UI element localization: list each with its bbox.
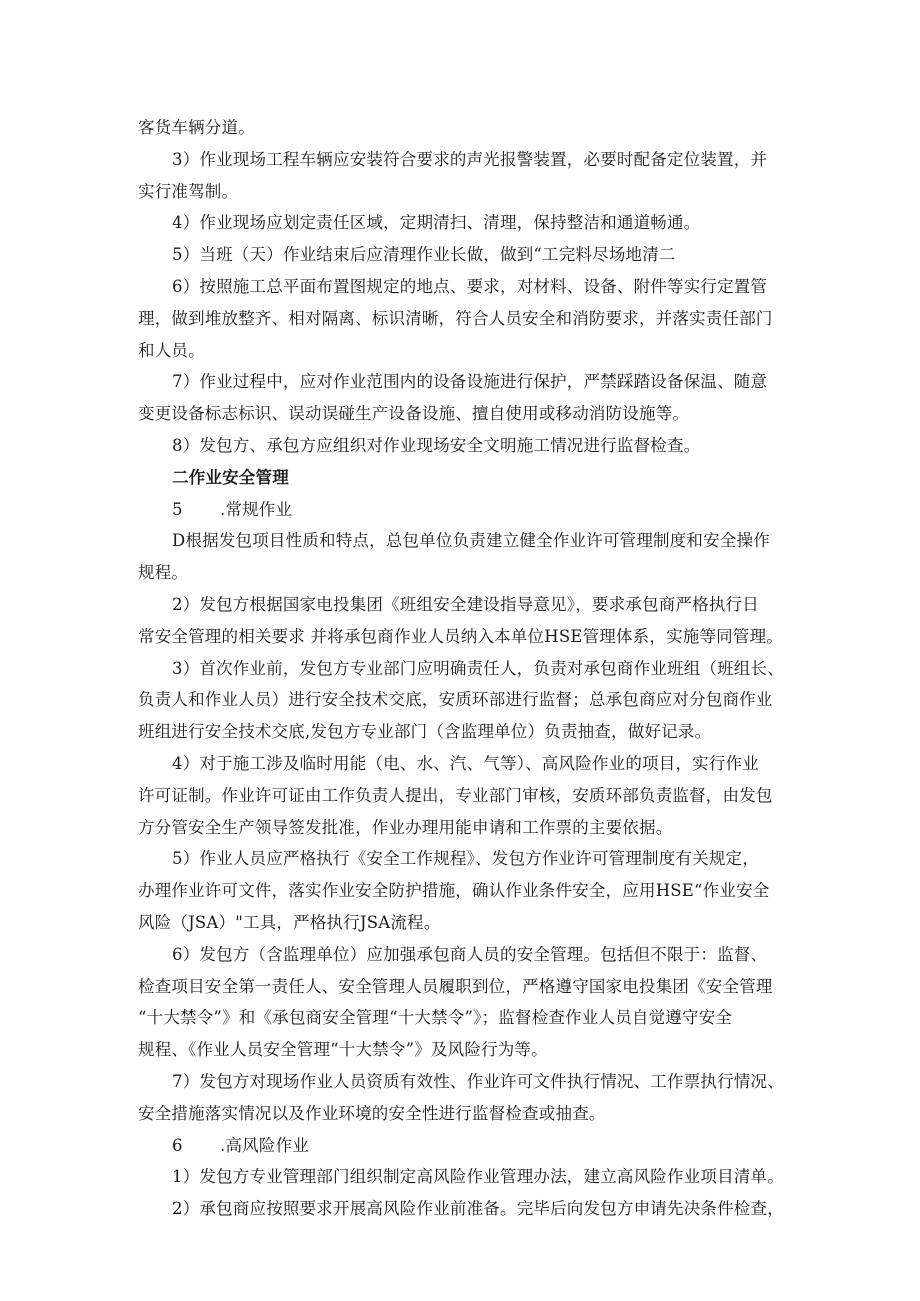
text-line: 许可证制。作业许可证由工作负责人提出，专业部门审核，安质环部负责监督，由发包 — [138, 785, 773, 805]
text-line: 检查项目安全第一责任人、安全管理人员履职到位，严格遵守国家电投集团《安全管理 — [138, 976, 773, 996]
subsection-title: .常规作业 — [220, 499, 293, 519]
text-line: 4）作业现场应划定责任区域，定期清扫、清理，保持整洁和通道畅通。 — [172, 213, 701, 233]
text-line: 5）作业人员应严格执行《安全工作规程》、发包方作业许可管理制度有关规定， — [172, 849, 759, 869]
text-line: 7）发包方对现场作业人员资质有效性、作业许可文件执行情况、工作票执行情况、 — [172, 1071, 784, 1091]
text-line: 5）当班（天）作业结束后应清理作业长做，做到“工完料尽场地清二 — [172, 245, 676, 265]
subsection-heading — [138, 494, 788, 526]
text-line: 实行准驾制。 — [138, 181, 239, 201]
section-heading: 二作业安全管理 — [172, 467, 289, 487]
text-line: 3）首次作业前，发包方专业部门应明确责任人，负责对承包商作业班组（班组长、 — [172, 658, 784, 678]
text-line: 负责人和作业人员）进行安全技术交底，安质环部进行监督；总承包商应对分包商作业 — [138, 690, 773, 710]
subsection-number: 6 — [172, 1135, 183, 1155]
text-line: 办理作业许可文件，落实作业安全防护措施，确认作业条件安全，应用HSE“作业安全 — [138, 881, 770, 901]
text-line: 2）发包方根据国家电投集团《班组安全建设指导意见》，要求承包商严格执行日 — [172, 594, 759, 614]
text-line: 安全措施落实情况以及作业环境的安全性进行监督检查或抽查。 — [138, 1103, 606, 1123]
text-line: 7）作业过程中，应对作业范围内的设备设施进行保护，严禁踩踏设备保温、随意 — [172, 372, 768, 392]
text-line: 规程。 — [138, 563, 189, 583]
subsection-number: 5 — [172, 499, 183, 519]
text-line: 6）发包方（含监理单位）应加强承包商人员的安全管理。包括但不限于：监督、 — [172, 944, 768, 964]
subsection-heading — [138, 1130, 788, 1162]
document-body — [138, 112, 788, 1225]
text-line: 3）作业现场工程车辆应安装符合要求的声光报警装置，必要时配备定位装置，并 — [172, 149, 768, 169]
subsection-title: .高风险作业 — [220, 1135, 309, 1155]
text-line: 2）承包商应按照要求开展高风险作业前准备。完毕后向发包方申请先决条件检查， — [172, 1199, 784, 1219]
text-line: 班组进行安全技术交底,发包方专业部门（含监理单位）负责抽查，做好记录。 — [138, 722, 712, 742]
text-line: 6）按照施工总平面布置图规定的地点、要求，对材料、设备、附件等实行定置管 — [172, 276, 768, 296]
text-line: 方分管安全生产领导签发批准，作业办理用能申请和工作票的主要依据。 — [138, 817, 673, 837]
text-line: 和人员。 — [138, 340, 205, 360]
text-line: 规程、《作业人员安全管理“十大禁令”》及风险行为等。 — [138, 1040, 548, 1060]
text-line: 理，做到堆放整齐、相对隔离、标识清晰，符合人员安全和消防要求，并落实责任部门 — [138, 308, 773, 328]
text-line: 4）对于施工涉及临时用能（电、水、汽、气等）、高风险作业的项目，实行作业 — [172, 753, 759, 773]
text-line: 变更设备标志标识、误动误碰生产设备设施、擅自使用或移动消防设施等。 — [138, 404, 690, 424]
text-line: 8）发包方、承包方应组织对作业现场安全文明施工情况进行监督检查。 — [172, 435, 701, 455]
text-line: 客货车辆分道。 — [138, 118, 255, 137]
text-line: D根据发包项目性质和特点，总包单位负责建立健全作业许可管理制度和安全操作 — [172, 531, 770, 551]
text-line: 常安全管理的相关要求 并将承包商作业人员纳入本单位HSE管理体系，实施等同管理。 — [138, 626, 783, 646]
text-line: 风险（JSA）"工具，严格执行JSA流程。 — [138, 912, 441, 932]
text-line: 1）发包方专业管理部门组织制定高风险作业管理办法，建立高风险作业项目清单。 — [172, 1167, 784, 1187]
text-line: “十大禁令”》和《承包商安全管理“十大禁令”》；监督检查作业人员自觉遵守安全 — [138, 1008, 733, 1028]
